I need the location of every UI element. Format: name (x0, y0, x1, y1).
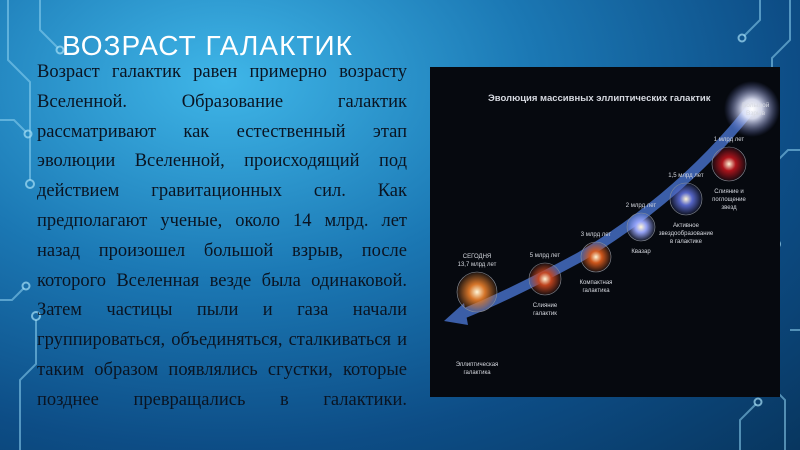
galaxy-stage-2-image (529, 263, 561, 295)
galaxy-stage-5-image (670, 183, 702, 215)
stage-1-label-line-1: Эллиптическая (455, 362, 499, 368)
galaxy-stage-4-image (627, 213, 655, 241)
stage-4-label-line-1: Квазар (631, 249, 651, 255)
stage-1-label-line-2: галактика (463, 370, 491, 376)
stage-5-label-line-1: Активное (673, 223, 699, 229)
stage-3-label-line-2: галактика (582, 288, 610, 294)
big-bang-label-line-2: Взрыв (746, 110, 766, 117)
stage-3-time-line-1: 3 млрд лет (580, 232, 612, 238)
stage-5-label-line-3: в галактике (670, 239, 702, 245)
stage-6-label-line-3: звезд (721, 205, 737, 211)
galaxy-evolution-figure (430, 67, 780, 397)
stage-5-label-line-2: звездообразование (658, 231, 714, 237)
stage-1-time-line-1: СЕГОДНЯ (462, 254, 492, 260)
stage-4-time-line-1: 2 млрд лет (625, 203, 657, 209)
evolution-stages (456, 137, 747, 376)
galaxy-stage-6-image (712, 147, 746, 181)
galaxy-evolution-diagram (430, 67, 780, 397)
stage-6-label-line-1: Слияние и (714, 189, 744, 195)
slide-title: ВОЗРАСТ ГАЛАКТИК (62, 30, 353, 61)
stage-3-label-line-1: Компактная (579, 280, 613, 286)
stage-2-label-line-2: галактик (533, 311, 557, 317)
figure-title: Эволюция массивных эллиптических галактик (488, 93, 711, 104)
big-bang-label-line-1: Большой (742, 102, 770, 109)
stage-5-time-line-1: 1,5 млрд лет (668, 173, 704, 179)
big-bang-glow (724, 81, 780, 137)
stage-1-time-line-2: 13,7 млрд лет (457, 262, 497, 268)
stage-6-time-line-1: 1 млрд лет (713, 137, 745, 143)
galaxy-stage-1-image (457, 272, 497, 312)
galaxy-stage-3-image (581, 242, 611, 272)
stage-2-label-line-1: Слияние (532, 303, 558, 309)
slide-body-text: Возраст галактик равен примерно возрасту Вселенной. Образование галактик рассматривают как естественный этап эволюции Вселенной, происходящий под действием гравитационных сил. Как предполагают ученые, около 14 млрд. лет назад произошел большой взрыв, после которого Вселенная везде была одинаковой. Затем частицы пыли и газа начали группироваться, объединяться, сталкиваться и таким образом появлялись сгустки, которые позднее превращались в галактики. (37, 62, 407, 410)
stage-2-time-line-1: 5 млрд лет (529, 253, 561, 259)
stage-6-label-line-2: поглощение (712, 197, 746, 203)
